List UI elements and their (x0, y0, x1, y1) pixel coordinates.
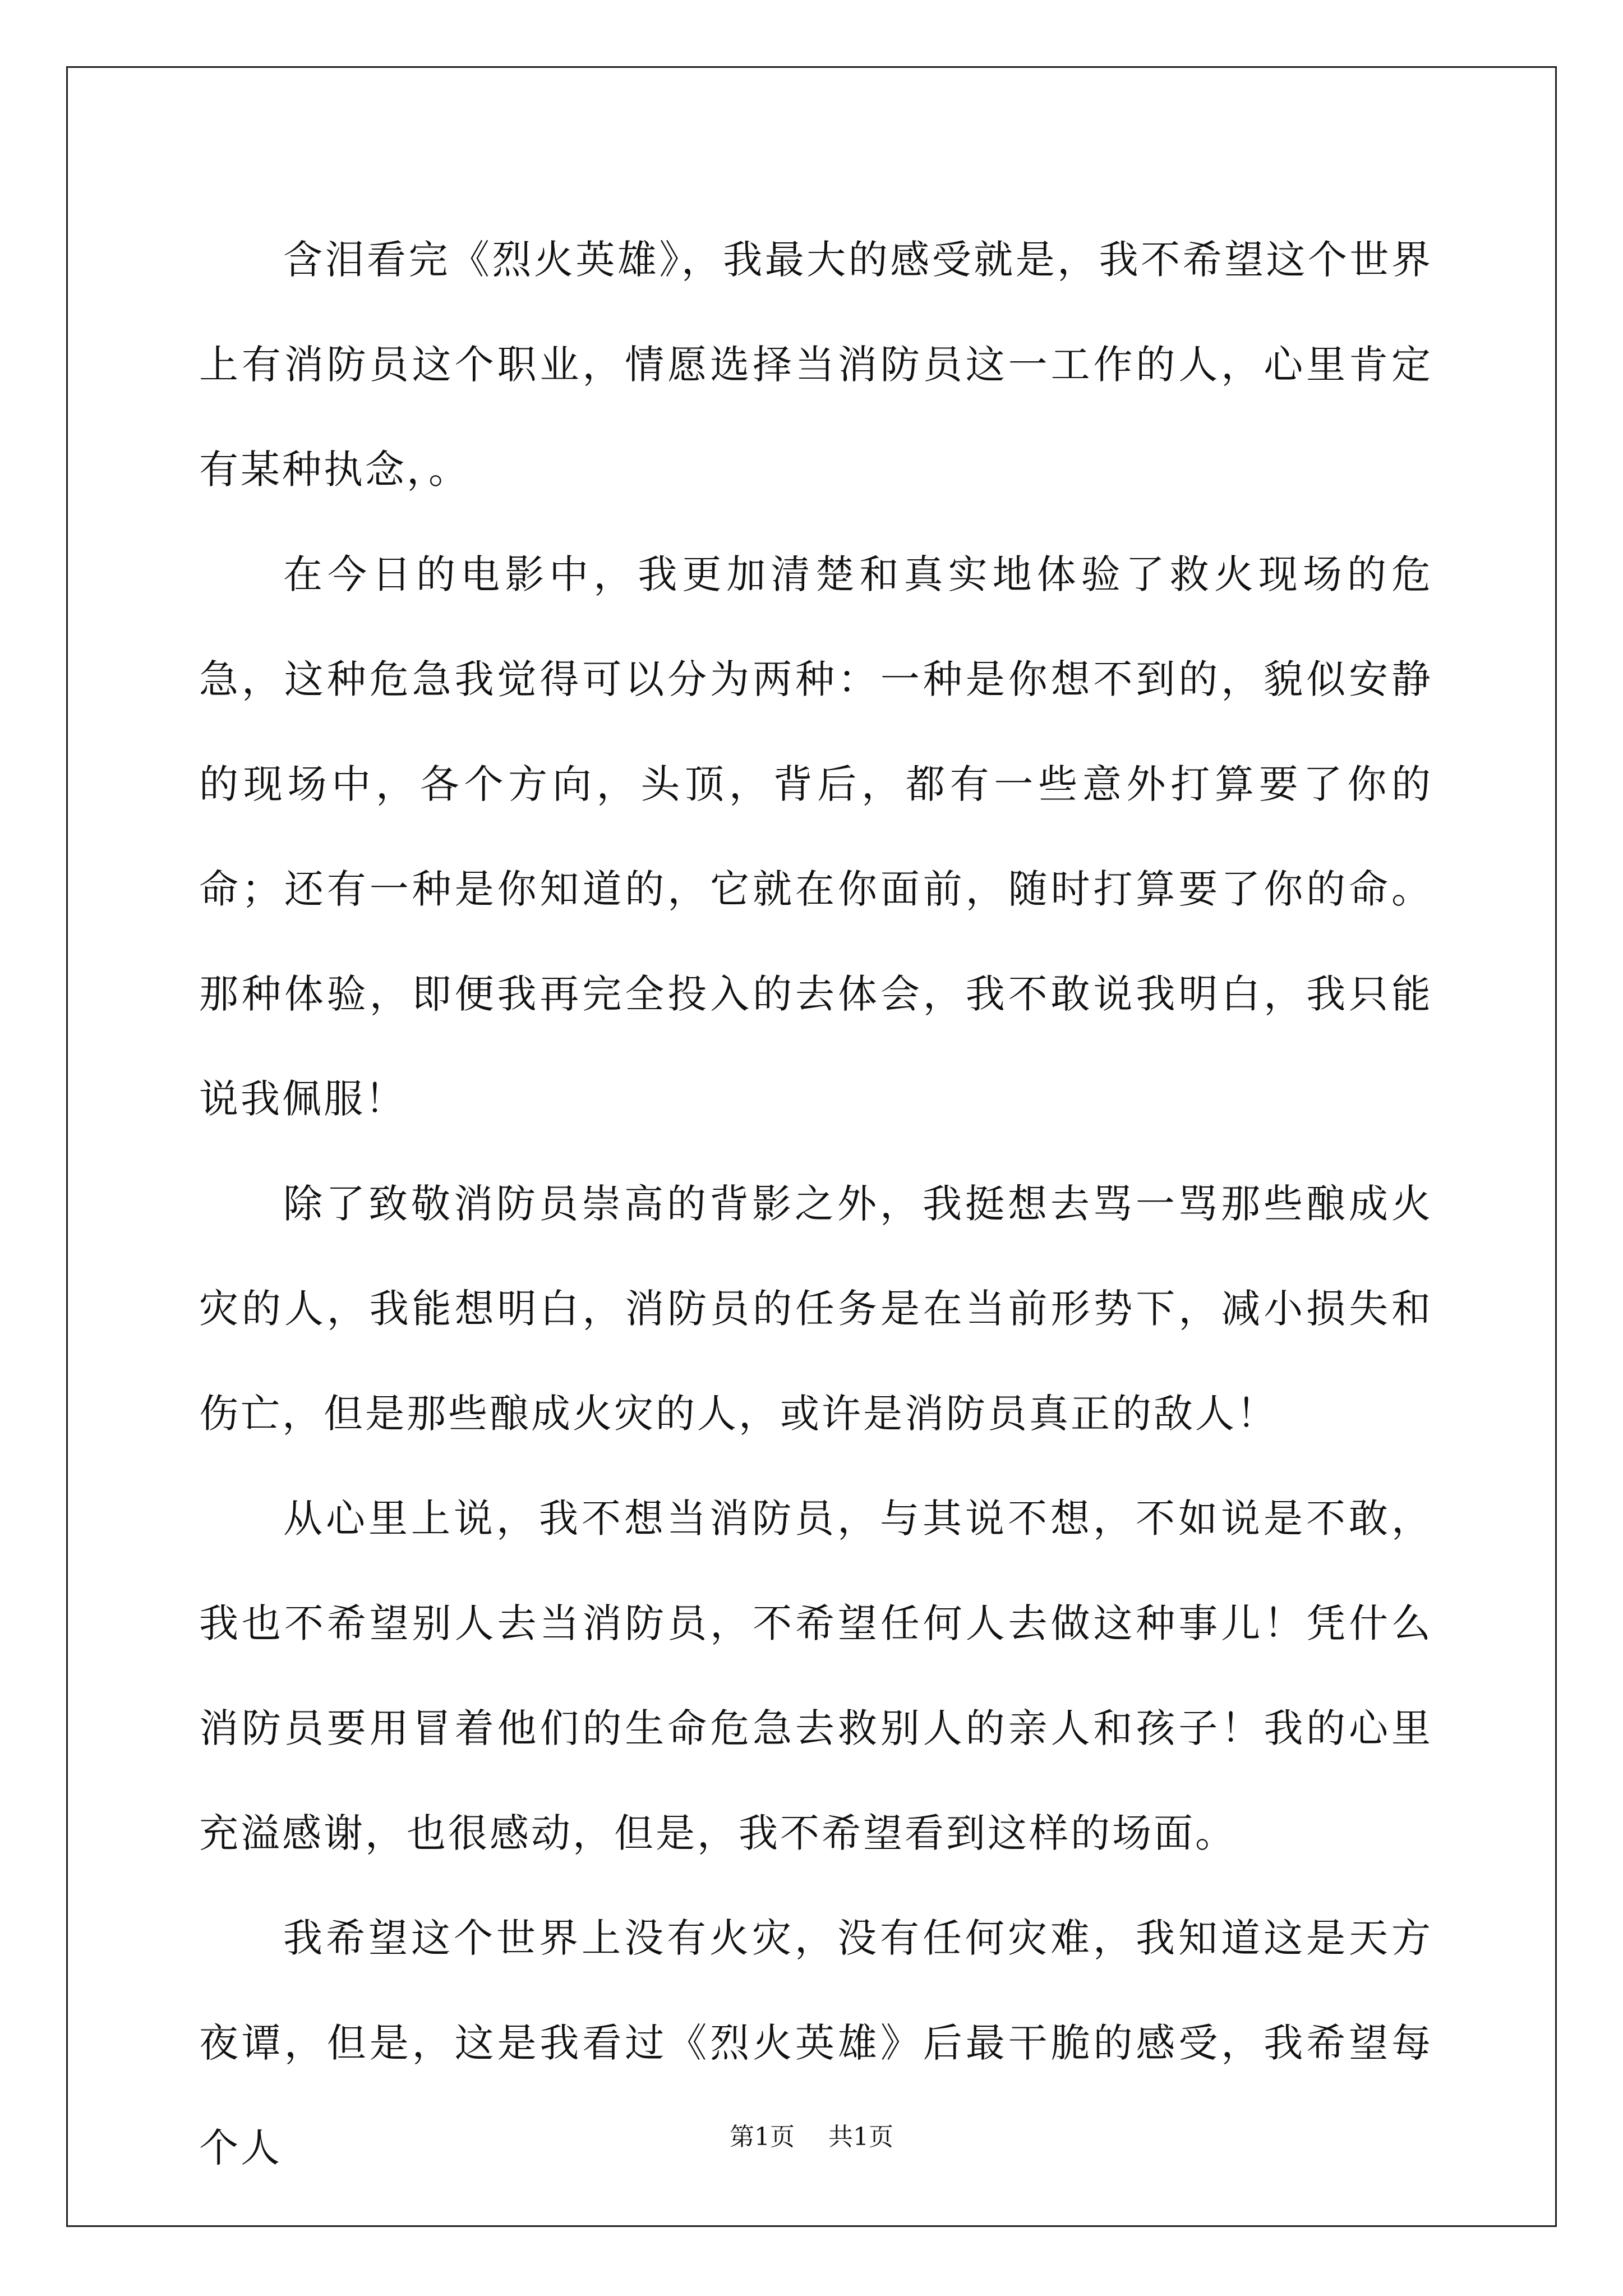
paragraph-1: 含泪看完《烈火英雄》，我最大的感受就是，我不希望这个世界上有消防员这个职业，情愿选择当消防员这一工作的人，心里肯定有某种执念，。 (199, 237, 1433, 493)
page-footer (0, 2120, 1623, 2154)
paragraph-3: 除了致敬消防员崇高的背影之外，我挺想去骂一骂那些酿成火灾的人，我能想明白，消防员的任务是在当前形势下，减小损失和伤亡，但是那些酿成火灾的人，或许是消防员真正的敌人！ (199, 1181, 1433, 1437)
page-total-count: 共1页 (828, 2123, 893, 2151)
paragraph-5: 我希望这个世界上没有火灾，没有任何灾难，我知道这是天方夜谭，但是，这是我看过《烈火英雄》后最干脆的感受，我希望每个人 (199, 1915, 1433, 2171)
document-body (199, 208, 1433, 2201)
page-current-number: 第1页 (730, 2123, 795, 2151)
paragraph-2: 在今日的电影中，我更加清楚和真实地体验了救火现场的危急，这种危急我觉得可以分为两种：一种是你想不到的，貌似安静的现场中，各个方向，头顶，背后，都有一些意外打算要了你的命；还有一种是你知道的，它就在你面前，随时打算要了你的命。那种体验，即便我再完全投入的去体会，我不敢说我明白，我只能说我佩服！ (199, 551, 1433, 1122)
paragraph-4: 从心里上说，我不想当消防员，与其说不想，不如说是不敢，我也不希望别人去当消防员，不希望任何人去做这种事儿！凭什么消防员要用冒着他们的生命危急去救别人的亲人和孩子！我的心里充溢感谢，也很感动，但是，我不希望看到这样的场面。 (199, 1496, 1433, 1856)
